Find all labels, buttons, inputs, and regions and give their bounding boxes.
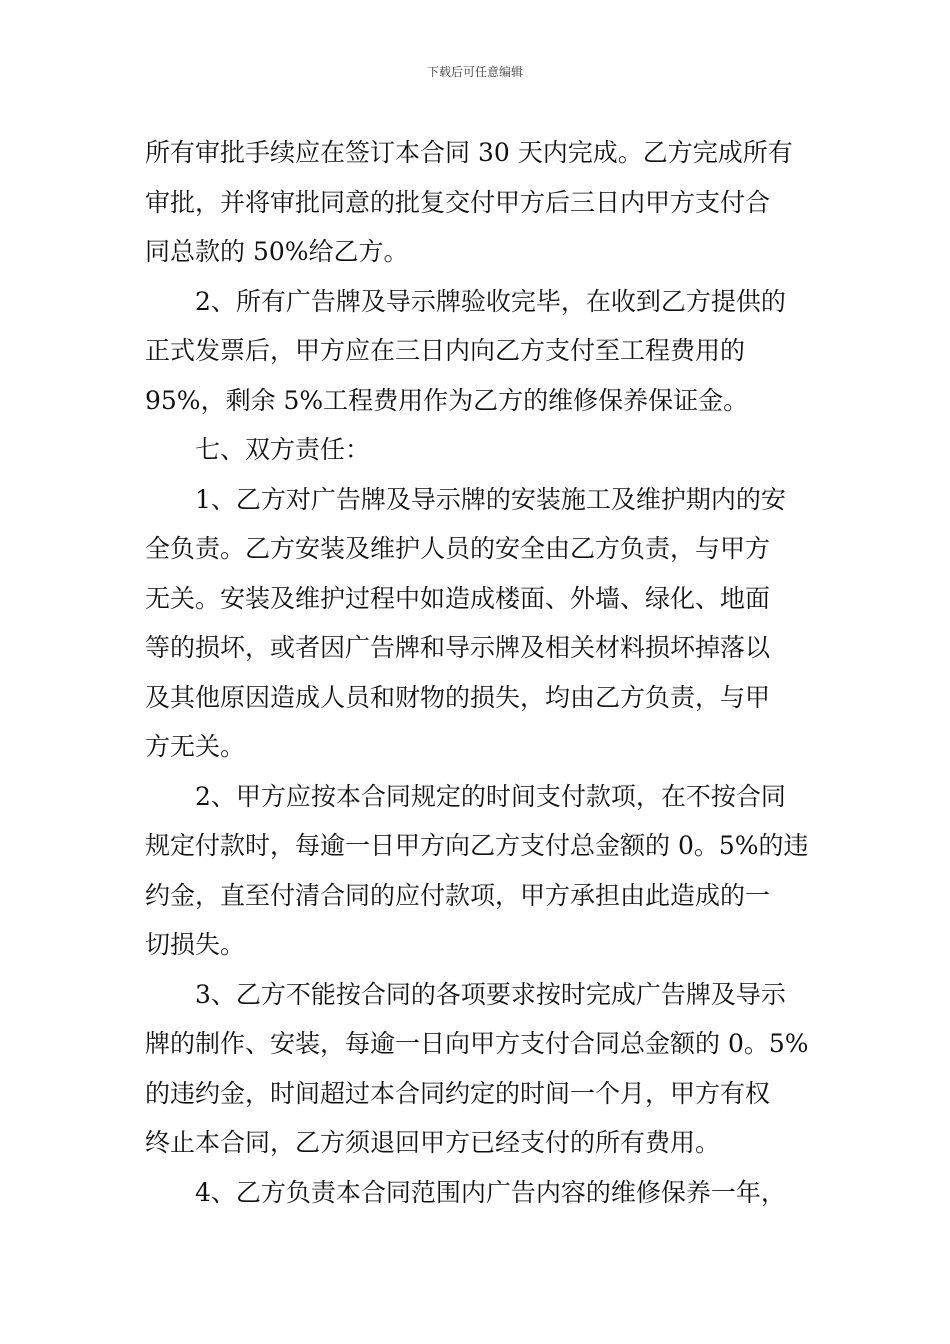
text-line: 所有审批手续应在签订本合同 30 天内完成。乙方完成所有 xyxy=(145,138,793,167)
text-line: 正式发票后，甲方应在三日内向乙方支付至工程费用的 xyxy=(145,336,746,365)
text-line: 方无关。 xyxy=(145,732,246,761)
text-line: 审批，并将审批同意的批复交付甲方后三日内甲方支付合 xyxy=(145,187,771,217)
page-header: 下载后可任意编辑 xyxy=(426,65,523,79)
text-line: 的违约金，时间超过本合同约定的时间一个月，甲方有权 xyxy=(145,1078,771,1108)
text-line: 1、乙方对广告牌及导示牌的安装施工及维护期内的安 xyxy=(195,484,786,514)
text-line: 2、所有广告牌及导示牌验收完毕，在收到乙方提供的 xyxy=(195,286,786,316)
text-line: 约金，直至付清合同的应付款项，甲方承担由此造成的一 xyxy=(145,880,771,910)
text-line: 全负责。乙方安装及维护人员的安全由乙方负责，与甲方 xyxy=(145,534,771,563)
text-line: 2、甲方应按本合同规定的时间支付款项，在不按合同 xyxy=(195,781,786,811)
text-line: 七、双方责任： xyxy=(195,435,371,464)
text-line: 规定付款时，每逾一日甲方向乙方支付总金额的 0。5%的违 xyxy=(145,831,809,860)
text-line: 牌的制作、安装，每逾一日向甲方支付合同总金额的 0。5% xyxy=(145,1029,809,1058)
text-line: 95%，剩余 5%工程费用作为乙方的维修保养保证金。 xyxy=(145,385,749,415)
text-line: 无关。安装及维护过程中如造成楼面、外墙、绿化、地面 xyxy=(145,583,771,613)
document-body xyxy=(145,128,815,1217)
text-line: 4、乙方负责本合同范围内广告内容的维修保养一年， xyxy=(195,1177,786,1207)
text-line: 及其他原因造成人员和财物的损失，均由乙方负责，与甲 xyxy=(145,682,771,712)
text-line: 终止本合同，乙方须退回甲方已经支付的所有费用。 xyxy=(145,1128,721,1157)
text-line: 3、乙方不能按合同的各项要求按时完成广告牌及导示 xyxy=(195,979,786,1009)
text-line: 等的损坏，或者因广告牌和导示牌及相关材料损坏掉落以 xyxy=(145,633,771,662)
text-line: 同总款的 50%给乙方。 xyxy=(145,237,409,266)
text-line: 切损失。 xyxy=(145,930,246,959)
